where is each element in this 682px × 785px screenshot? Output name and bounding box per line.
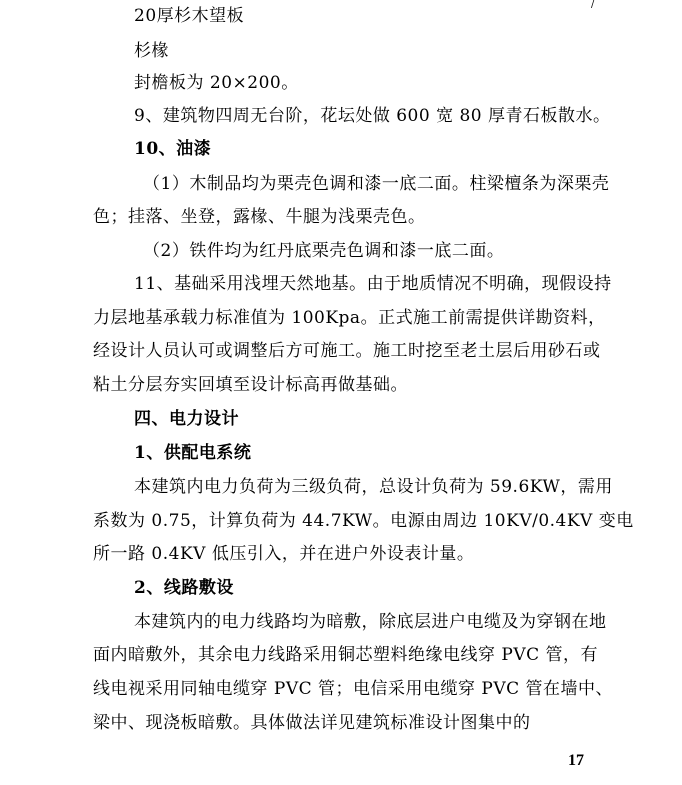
section-heading-power-design: 四、电力设计 bbox=[134, 409, 239, 429]
text-line: 11、基础采用浅埋天然地基。由于地质情况不明确，现假设持 bbox=[134, 274, 612, 294]
text-line: 本建筑内的电力线路均为暗敷，除底层进户电缆及为穿钢在地 bbox=[134, 612, 607, 632]
text-line: 色；挂落、坐登，露椽、牛腿为浅栗壳色。 bbox=[93, 207, 426, 227]
text-line: 系数为 0.75，计算负荷为 44.7KW。电源由周边 10KV/0.4KV 变电 bbox=[93, 511, 634, 531]
corner-mark: / bbox=[591, 0, 595, 10]
text-line: 所一路 0.4KV 低压引入，并在进户外设表计量。 bbox=[93, 544, 475, 564]
text-line: 线电视采用同轴电缆穿 PVC 管；电信采用电缆穿 PVC 管在墙中、 bbox=[93, 679, 614, 699]
text-line: 经设计人员认可或调整后方可施工。施工时挖至老土层后用砂石或 bbox=[93, 341, 601, 361]
text-line: （2）铁件均为红丹底栗壳色调和漆一底二面。 bbox=[143, 241, 505, 261]
text-line: 20厚杉木望板 bbox=[134, 6, 245, 26]
text-line: 本建筑内电力负荷为三级负荷，总设计负荷为 59.6KW，需用 bbox=[134, 477, 613, 497]
text-line: 杉椽 bbox=[134, 41, 169, 61]
page-number: 17 bbox=[568, 752, 584, 769]
text-line: 面内暗敷外，其余电力线路采用铜芯塑料绝缘电线穿 PVC 管，有 bbox=[93, 645, 599, 665]
text-line: 9、建筑物四周无台阶，花坛处做 600 宽 80 厚青石板散水。 bbox=[134, 106, 611, 126]
text-line: （1）木制品均为栗壳色调和漆一底二面。柱梁檀条为深栗壳 bbox=[143, 174, 610, 194]
section-heading-paint: 10、油漆 bbox=[134, 139, 212, 159]
subsection-heading-power-supply: 1、供配电系统 bbox=[134, 443, 252, 463]
text-line: 力层地基承载力标准值为 100Kpa。正式施工前需提供详勘资料， bbox=[93, 308, 606, 328]
text-line: 封檐板为 20×200。 bbox=[134, 73, 299, 93]
subsection-heading-wiring: 2、线路敷设 bbox=[134, 578, 234, 598]
text-line: 梁中、现浇板暗敷。具体做法详见建筑标准设计图集中的 bbox=[93, 713, 531, 733]
text-line: 粘土分层夯实回填至设计标高再做基础。 bbox=[93, 375, 408, 395]
